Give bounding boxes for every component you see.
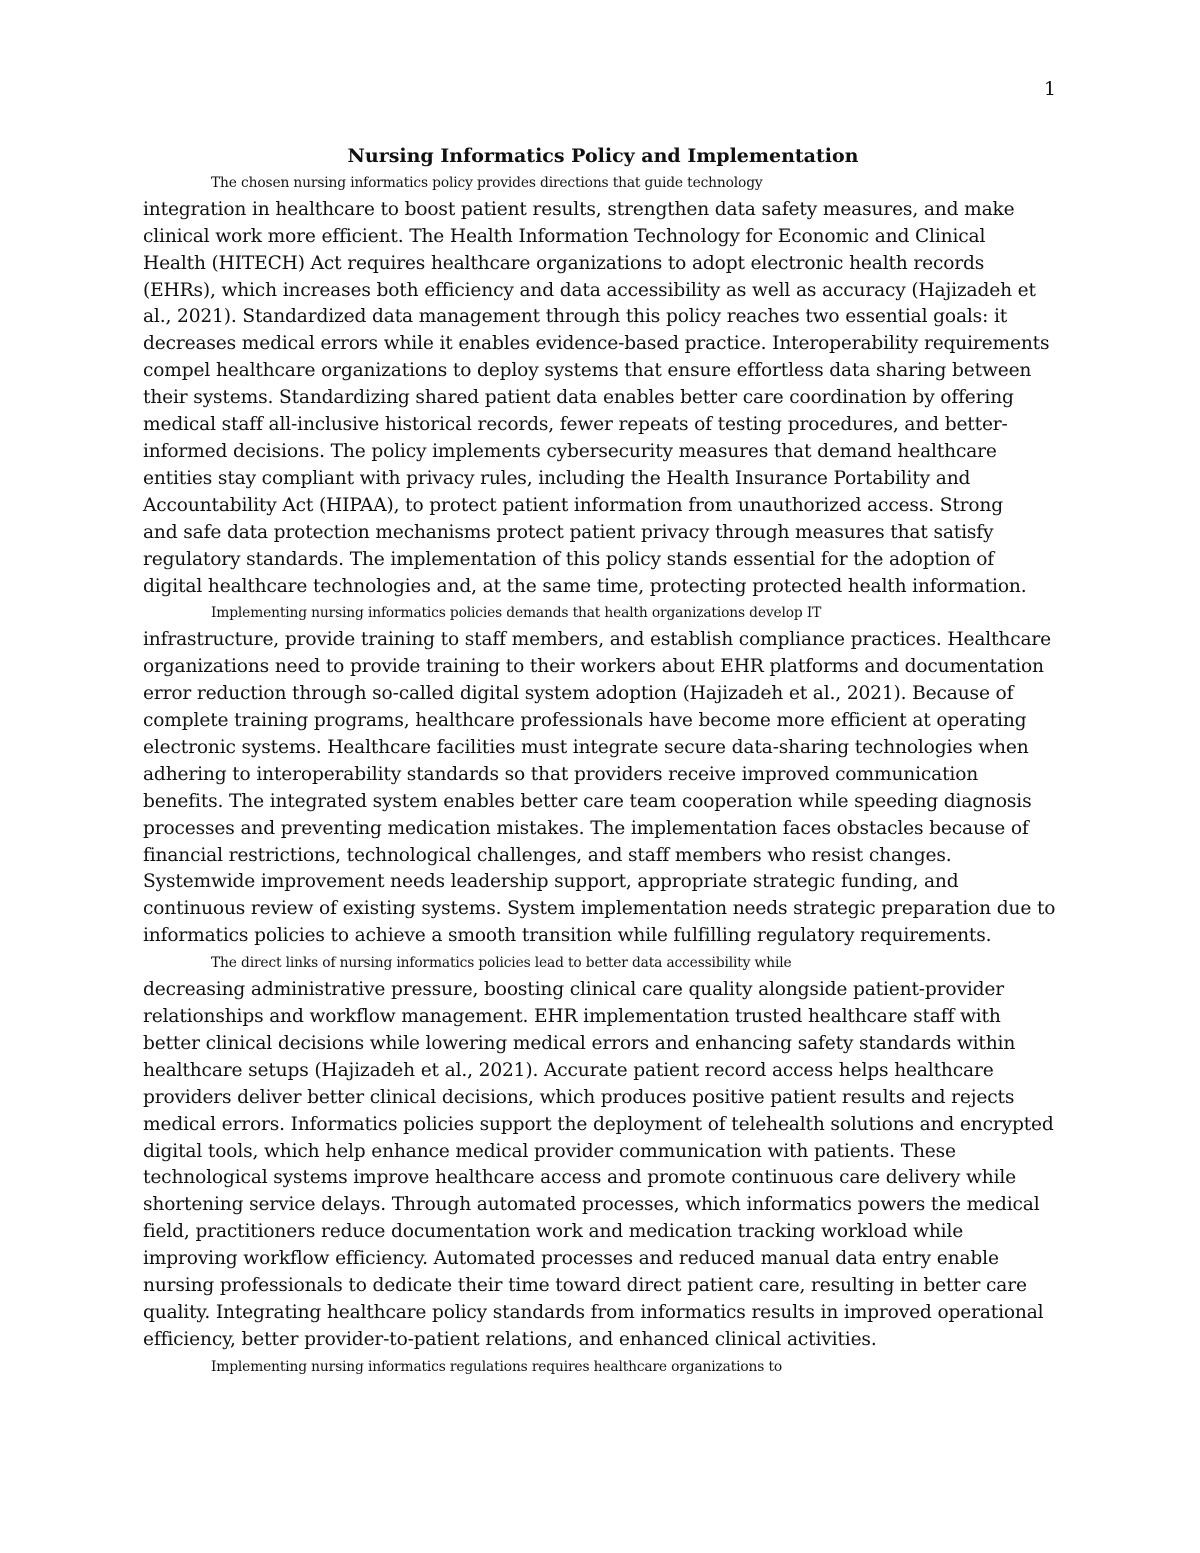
text-line: informed decisions. The policy implements cybersecurity measures that demand healthcare [143,440,997,462]
text-line: entities stay compliant with privacy rules, including the Health Insurance Portability and [143,467,971,489]
text-line: al., 2021). Standardized data management through this policy reaches two essential goals: it [143,306,1008,328]
text-line: their systems. Standardizing shared patient data enables better care coordination by offering [143,387,1014,409]
text-line: Accountability Act (HIPAA), to protect patient information from unauthorized access. Strong [143,494,1004,516]
document-title: Nursing Informatics Policy and Implementation [347,145,859,167]
document-body [143,143,1063,1381]
text-line: providers deliver better clinical decisions, which produces positive patient results and rejects [143,1086,1015,1108]
text-line: Implementing nursing informatics regulations requires healthcare organizations to [211,1358,782,1375]
text-line: decreasing administrative pressure, boosting clinical care quality alongside patient-provider [143,979,1004,1001]
text-line: shortening service delays. Through automated processes, which informatics powers the medical [143,1194,1040,1216]
text-line: relationships and workflow management. EHR implementation trusted healthcare staff with [143,1006,1001,1027]
text-line: electronic systems. Healthcare facilities must integrate secure data-sharing technologies when [143,736,1029,758]
text-line: The chosen nursing informatics policy provides directions that guide technology [211,174,763,191]
text-line: processes and preventing medication mistakes. The implementation faces obstacles because of [143,817,1029,839]
text-line: complete training programs, healthcare professionals have become more efficient at operating [143,710,1027,732]
text-line: infrastructure, provide training to staff members, and establish compliance practices. Healthcare [143,629,1052,651]
text-line: informatics policies to achieve a smooth transition while fulfilling regulatory requirements. [143,925,992,947]
text-line: and safe data protection mechanisms protect patient privacy through measures that satisfy [143,521,994,543]
text-line: medical errors. Informatics policies support the deployment of telehealth solutions and encrypted [143,1113,1054,1135]
text-line: Systemwide improvement needs leadership support, appropriate strategic funding, and [143,871,959,893]
text-line: adhering to interoperability standards so that providers receive improved communication [143,763,979,785]
text-line: organizations need to provide training to their workers about EHR platforms and documentation [143,656,1044,678]
text-line: benefits. The integrated system enables better care team cooperation while speeding diagnosis [143,790,1032,812]
body-lines [143,170,1063,1381]
text-line: (EHRs), which increases both efficiency and data accessibility as well as accuracy (Hajizadeh et [143,279,1036,301]
text-line: The direct links of nursing informatics policies lead to better data accessibility while [211,955,792,972]
text-line: clinical work more efficient. The Health Information Technology for Economic and Clinical [143,225,986,247]
text-line: improving workflow efficiency. Automated processes and reduced manual data entry enable [143,1248,999,1270]
text-line: integration in healthcare to boost patient results, strengthen data safety measures, and make [143,198,1015,220]
text-line: digital tools, which help enhance medical provider communication with patients. These [143,1140,956,1162]
text-line: better clinical decisions while lowering medical errors and enhancing safety standards within [143,1032,1016,1054]
text-line: medical staff all-inclusive historical records, fewer repeats of testing procedures, and better- [143,414,1008,436]
text-line: healthcare setups (Hajizadeh et al., 2021). Accurate patient record access helps healthcare [143,1059,994,1081]
text-line: Health (HITECH) Act requires healthcare organizations to adopt electronic health records [143,252,985,274]
text-line: field, practitioners reduce documentation work and medication tracking workload while [143,1221,964,1243]
text-line: continuous review of existing systems. System implementation needs strategic preparation due to [143,898,1056,920]
text-line: Implementing nursing informatics policies demands that health organizations develop IT [211,605,822,622]
text-line: financial restrictions, technological challenges, and staff members who resist changes. [143,844,952,866]
text-line: nursing professionals to dedicate their time toward direct patient care, resulting in better care [143,1275,1027,1297]
text-line: compel healthcare organizations to deploy systems that ensure effortless data sharing between [143,360,1032,382]
text-line: technological systems improve healthcare access and promote continuous care delivery while [143,1167,1017,1189]
text-line: quality. Integrating healthcare policy standards from informatics results in improved operational [143,1301,1044,1323]
text-line: efficiency, better provider-to-patient relations, and enhanced clinical activities. [143,1328,877,1350]
text-line: error reduction through so-called digital system adoption (Hajizadeh et al., 2021). Because of [143,683,1014,705]
text-line: regulatory standards. The implementation of this policy stands essential for the adoption of [143,548,994,570]
text-line: digital healthcare technologies and, at the same time, protecting protected health information. [143,575,1027,597]
text-line: decreases medical errors while it enables evidence-based practice. Interoperability requirements [143,333,1050,355]
page-number: 1 [1043,78,1056,100]
